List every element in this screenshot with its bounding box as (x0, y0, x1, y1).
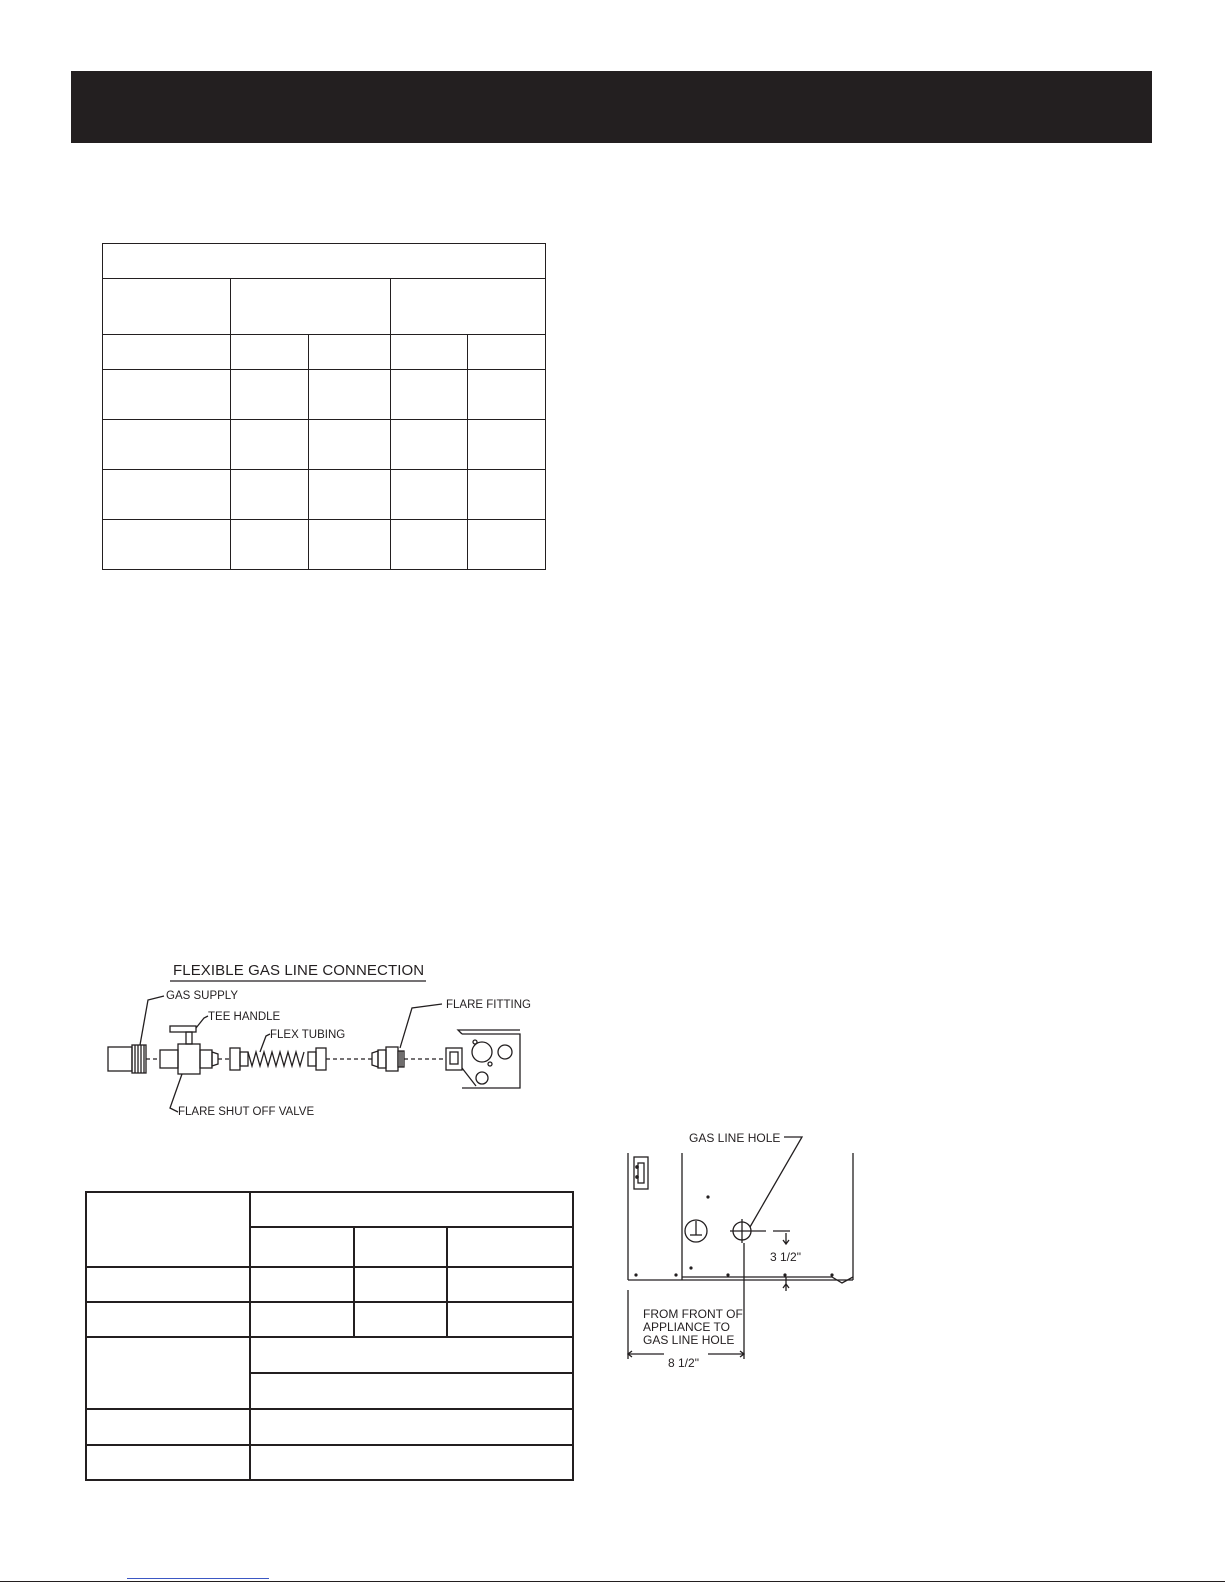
table-row (103, 470, 546, 520)
table-row (86, 1445, 573, 1480)
table-cell (391, 470, 468, 520)
gas-valve-body (446, 1030, 520, 1088)
table-cell (250, 1373, 573, 1409)
label-from-front-3: GAS LINE HOLE (643, 1333, 735, 1347)
table-cell (103, 335, 231, 370)
header-bar (71, 71, 1152, 143)
spec-table-bottom (85, 1191, 574, 1481)
label-flare-shut-off-valve: FLARE SHUT OFF VALVE (178, 1106, 315, 1118)
table-cell (231, 335, 309, 370)
table-cell (86, 1192, 250, 1267)
table-cell (250, 1267, 354, 1302)
table-cell (391, 335, 468, 370)
flex-tubing-coil (248, 1052, 304, 1066)
table-cell (468, 420, 546, 470)
table-cell (354, 1267, 447, 1302)
table-row (103, 335, 546, 370)
table-cell (103, 244, 546, 279)
table-cell (250, 1337, 573, 1373)
footer-rule (0, 1581, 1225, 1582)
shut-off-valve (160, 1026, 218, 1074)
footer-link-underline[interactable] (127, 1578, 269, 1579)
table-cell (86, 1409, 250, 1445)
table-cell (468, 335, 546, 370)
table-row (103, 279, 546, 335)
table-cell (86, 1302, 250, 1337)
table-cell (468, 520, 546, 570)
table-row (103, 370, 546, 420)
table-cell (391, 420, 468, 470)
spec-table-top (102, 243, 546, 570)
table-row (103, 420, 546, 470)
table-cell (391, 520, 468, 570)
table-cell (354, 1227, 447, 1267)
table-cell (250, 1227, 354, 1267)
table-cell (309, 370, 391, 420)
table-cell (447, 1302, 573, 1337)
table-cell (447, 1227, 573, 1267)
label-dim-horizontal: 8 1/2" (668, 1356, 699, 1370)
table-cell (391, 370, 468, 420)
table-cell (103, 370, 231, 420)
table-row (86, 1409, 573, 1445)
table-cell (103, 470, 231, 520)
table-cell (391, 279, 546, 335)
table-cell (309, 470, 391, 520)
table-row (86, 1267, 573, 1302)
table-cell (309, 335, 391, 370)
table-cell (231, 420, 309, 470)
label-gas-line-hole: GAS LINE HOLE (689, 1131, 781, 1145)
table-cell (250, 1192, 573, 1227)
label-from-front-2: APPLIANCE TO (643, 1320, 730, 1334)
table-cell (103, 279, 231, 335)
table-cell (447, 1267, 573, 1302)
table-row (86, 1192, 573, 1227)
table-cell (250, 1445, 573, 1480)
label-dim-vertical: 3 1/2" (770, 1250, 801, 1264)
flex-gas-line-drawing (100, 960, 540, 1130)
gas-line-hole-drawing (620, 1125, 880, 1375)
table-cell (231, 279, 391, 335)
table-cell (103, 520, 231, 570)
table-row (86, 1302, 573, 1337)
gas-supply-pipe (108, 1045, 146, 1073)
label-gas-supply: GAS SUPPLY (166, 990, 239, 1002)
table-cell (468, 470, 546, 520)
label-flare-fitting: FLARE FITTING (446, 999, 531, 1011)
table-cell (309, 520, 391, 570)
table-cell (354, 1302, 447, 1337)
label-from-front-1: FROM FRONT OF (643, 1307, 743, 1321)
table-cell (103, 420, 231, 470)
table-row (103, 244, 546, 279)
table-cell (468, 370, 546, 420)
table-cell (231, 470, 309, 520)
label-flex-tubing: FLEX TUBING (270, 1029, 346, 1041)
flare-fitting (372, 1047, 404, 1071)
table-cell (231, 520, 309, 570)
table-cell (250, 1409, 573, 1445)
table-cell (86, 1337, 250, 1409)
table-row (86, 1337, 573, 1373)
figure-title: FLEXIBLE GAS LINE CONNECTION (173, 962, 425, 979)
table-row (103, 520, 546, 570)
table-cell (250, 1302, 354, 1337)
table-cell (86, 1445, 250, 1480)
label-tee-handle: TEE HANDLE (208, 1011, 281, 1023)
table-cell (231, 370, 309, 420)
gas-line-hole-leader (750, 1137, 802, 1227)
table-cell (309, 420, 391, 470)
table-cell (86, 1267, 250, 1302)
